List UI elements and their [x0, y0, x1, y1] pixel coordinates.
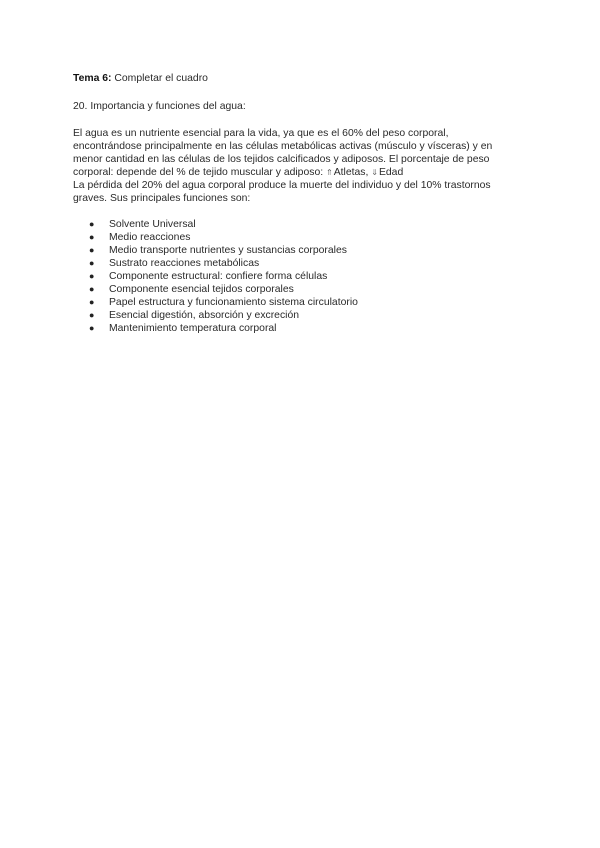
- paragraph-line: La pérdida del 20% del agua corporal produce la muerte del individuo y del 10% trastornos: [73, 180, 491, 191]
- paragraph-line: menor cantidad en las células de los tejidos calcificados y adiposos. El porcentaje de peso: [73, 154, 490, 165]
- list-item-text: Papel estructura y funcionamiento sistema circulatorio: [109, 297, 358, 308]
- list-item: [73, 322, 533, 335]
- paragraph-line-percent: [73, 166, 533, 179]
- down-arrow-icon: ⇓: [371, 168, 378, 177]
- document-content: [73, 72, 533, 335]
- list-item-text: Sustrato reacciones metabólicas: [109, 258, 260, 269]
- list-item: [73, 244, 533, 257]
- list-item-text: Componente estructural: confiere forma células: [109, 271, 328, 282]
- bullet-icon: ●: [89, 310, 95, 320]
- list-item: [73, 231, 533, 244]
- list-item-text: Medio reacciones: [109, 232, 191, 243]
- list-item-text: Componente esencial tejidos corporales: [109, 284, 294, 295]
- list-item-text: Solvente Universal: [109, 219, 196, 230]
- bullet-icon: ●: [89, 219, 95, 229]
- list-item: [73, 309, 533, 322]
- paragraph-line: El agua es un nutriente esencial para la vida, ya que es el 60% del peso corporal,: [73, 128, 449, 139]
- list-item: [73, 257, 533, 270]
- topic-label: Tema 6:: [73, 73, 112, 84]
- bullet-icon: ●: [89, 297, 95, 307]
- section-title: 20. Importancia y funciones del agua:: [73, 101, 246, 112]
- bullet-icon: ●: [89, 245, 95, 255]
- topic-text: Completar el cuadro: [114, 73, 208, 84]
- bullet-icon: ●: [89, 323, 95, 333]
- body-paragraph: [73, 127, 533, 205]
- list-item: [73, 283, 533, 296]
- bullet-icon: ●: [89, 284, 95, 294]
- list-item-text: Mantenimiento temperatura corporal: [109, 323, 277, 334]
- topic-heading: [73, 72, 533, 85]
- bullet-icon: ●: [89, 271, 95, 281]
- bullet-icon: ●: [89, 232, 95, 242]
- list-item: [73, 270, 533, 283]
- list-item-text: Medio transporte nutrientes y sustancias corporales: [109, 245, 347, 256]
- paragraph-line: graves. Sus principales funciones son:: [73, 193, 251, 204]
- list-item: [73, 218, 533, 231]
- list-item: [73, 296, 533, 309]
- up-arrow-icon: ⇑: [326, 168, 333, 177]
- bullet-icon: ●: [89, 258, 95, 268]
- athletes-text: Atletas,: [333, 167, 372, 178]
- paragraph-line-text: corporal: depende del % de tejido muscular y adiposo:: [73, 167, 326, 178]
- age-text: Edad: [378, 167, 404, 178]
- functions-list: [73, 218, 533, 335]
- list-item-text: Esencial digestión, absorción y excreción: [109, 310, 300, 321]
- paragraph-line: encontrándose principalmente en las células metabólicas activas (músculo y vísceras) y en: [73, 141, 493, 152]
